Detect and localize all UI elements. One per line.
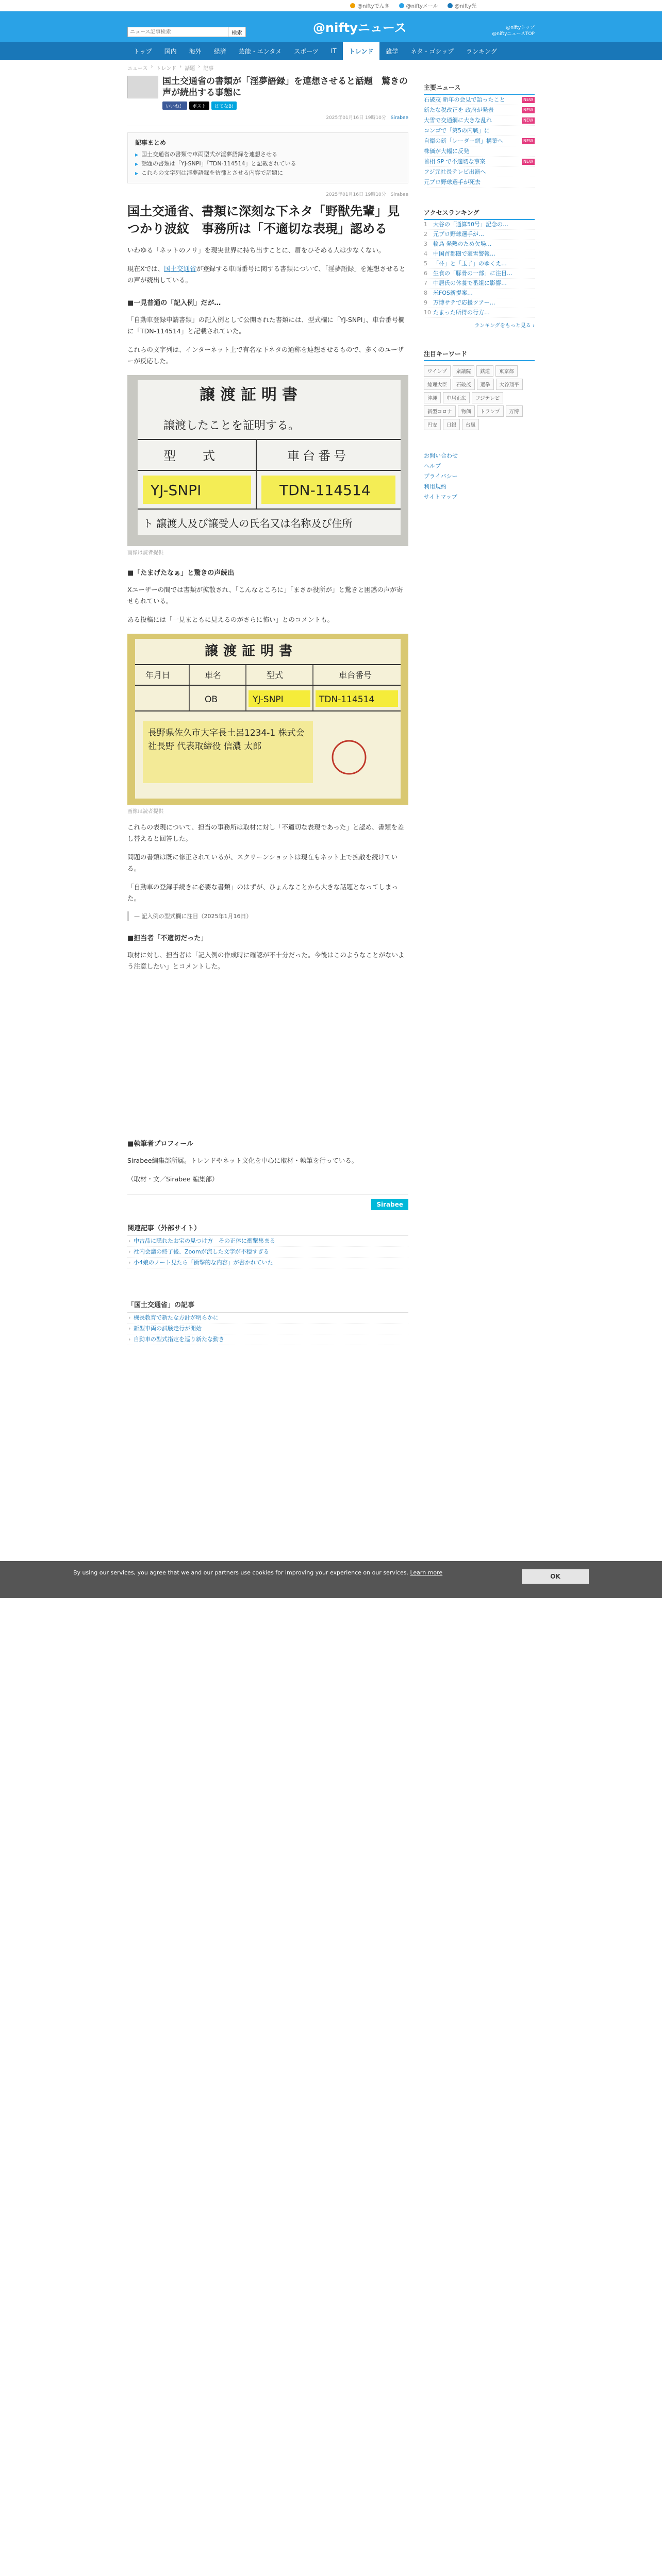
keyword-tag[interactable]: トランプ: [477, 405, 504, 417]
side-news-item[interactable]: [424, 146, 535, 157]
rank-number: 2: [424, 231, 427, 238]
ranking-item[interactable]: [424, 289, 535, 298]
breadcrumb-item[interactable]: トレンド: [156, 66, 177, 72]
ranking-item[interactable]: [424, 279, 535, 289]
embedded-post[interactable]: [127, 911, 408, 921]
headline: 国土交通省の書類が「淫夢語録」を連想させると話題 驚きの声が続出する事態に: [162, 76, 408, 98]
spacer-under-cookie: [127, 972, 408, 1127]
new-badge: NEW: [522, 138, 535, 144]
sidebar: [424, 76, 535, 1345]
svg-text:YJ-SNPI: YJ-SNPI: [151, 482, 202, 499]
article-main: [127, 76, 408, 1345]
svg-text:譲渡証明書: 譲渡証明書: [200, 386, 303, 404]
keyword-tag[interactable]: 鉄道: [476, 365, 493, 377]
keyword-tag[interactable]: 物価: [458, 405, 475, 417]
rank-number: 9: [424, 299, 427, 306]
cookie-ok-button[interactable]: OK: [522, 1569, 589, 1584]
article-meta: [162, 114, 408, 121]
article-header: [127, 76, 408, 126]
side-news-link[interactable]: 大雪で交通網に大きな乱れ: [424, 117, 492, 124]
article-thumbnail: [127, 76, 158, 98]
breadcrumb-item[interactable]: ニュース: [127, 66, 148, 72]
keyword-tag[interactable]: ワインプ: [424, 365, 451, 377]
ranking-item[interactable]: [424, 259, 535, 269]
side-news-item[interactable]: [424, 177, 535, 188]
ranking-item[interactable]: [424, 298, 535, 308]
mail-icon: [399, 3, 404, 8]
keyword-title: 注目キーワード: [424, 349, 535, 361]
keyword-tag[interactable]: 沖縄: [424, 392, 441, 403]
summary-title: 記事まとめ: [135, 139, 167, 146]
document-photo-2-drawing: 譲渡証明書 年月日 車名 型式 車台番号 YJ-SNPI TDN-114514 OB 長野県佐久市大字長土呂1234-1 株式会社長野 代表取締役 信濃 太郎: [127, 634, 408, 805]
share-buttons: [162, 101, 408, 110]
related-external-title: 関連記事（外部サイト）: [127, 1223, 408, 1236]
nav-item[interactable]: ランキング: [466, 47, 497, 55]
nifty-news-top-link[interactable]: @niftyニュースTOP: [492, 31, 535, 37]
cookie-text: By using our services, you agree that we and our partners use cookies for improving your experience on our services.: [73, 1569, 408, 1576]
rank-number: 5: [424, 260, 427, 267]
author-profile: [127, 1138, 408, 1185]
related-topic-title: 「国土交通省」の記事: [127, 1299, 408, 1313]
svg-text:TDN-114514: TDN-114514: [319, 694, 375, 705]
nav-item[interactable]: ネタ・ゴシップ: [410, 47, 454, 55]
related-link[interactable]: › 中古品に隠れたお宝の見つけ方 その正体に衝撃集まる: [127, 1236, 408, 1247]
keyword-tag[interactable]: 選挙: [477, 379, 494, 390]
side-news-item[interactable]: [424, 167, 535, 177]
ranking-item[interactable]: [424, 230, 535, 240]
svg-text:年月日: 年月日: [145, 670, 171, 680]
nav-item[interactable]: IT: [330, 47, 337, 55]
rank-number: 10: [424, 309, 431, 316]
side-news-title: 主要ニュース: [424, 83, 535, 95]
source-link[interactable]: Sirabee: [390, 115, 408, 121]
paragraph: ある投稿には「一見まともに見えるのがさらに怖い」とのコメントも。: [127, 616, 334, 623]
svg-text:ト 譲渡人及び譲受人の氏名又は名称及び住所: ト 譲渡人及び譲受人の氏名又は名称及び住所: [143, 517, 353, 530]
hatena-bookmark-button[interactable]: はてなB!: [211, 101, 237, 110]
credit-line: （取材・文／Sirabee 編集部）: [127, 1175, 219, 1183]
nav-item[interactable]: 海外: [189, 47, 202, 55]
keyword-grid: [424, 365, 535, 430]
side-news-link[interactable]: フジ元社長テレビ出演へ: [424, 168, 486, 175]
keyword-tag[interactable]: フジテレビ: [472, 392, 503, 403]
keyword-tag[interactable]: 衆議院: [453, 365, 475, 377]
photo-caption: 画像は読者提供: [127, 550, 163, 556]
related-topic: [127, 1299, 408, 1345]
ranking-item[interactable]: [424, 220, 535, 230]
site-header: [0, 11, 662, 42]
source-bar: [127, 1194, 408, 1210]
keyword-tag[interactable]: 東京都: [495, 365, 518, 377]
keyword-tag[interactable]: 中居正広: [443, 392, 470, 403]
ranking-list: [424, 220, 535, 318]
subheading: ■一見普通の「記入例」だが…: [127, 299, 221, 307]
side-news-link[interactable]: 新たな税改正を 政府が発表: [424, 107, 494, 113]
paragraph: これらの文字列は、インターネット上で有名な下ネタの通称を連想させるもので、多くのユーザーが反応した。: [127, 346, 404, 365]
rank-number: 7: [424, 280, 427, 286]
svg-text:型 式: 型 式: [163, 449, 222, 463]
rank-number: 6: [424, 270, 427, 277]
nifty-top-link[interactable]: @niftyトップ: [506, 25, 535, 30]
sirabee-logo[interactable]: Sirabee: [371, 1199, 408, 1210]
side-news-list: [424, 95, 535, 188]
ranking-link[interactable]: 輪島 発熱のため欠場…: [433, 241, 492, 247]
ranking-item[interactable]: [424, 269, 535, 279]
svg-text:譲渡証明書: 譲渡証明書: [205, 643, 298, 659]
side-news-link[interactable]: 元プロ野球選手が死去: [424, 179, 481, 185]
svg-text:TDN-114514: TDN-114514: [279, 482, 371, 499]
summary-item: ▶ 国土交通省の書類で車両型式が淫夢語録を連想させる: [135, 150, 401, 159]
side-news-link[interactable]: 株価が大幅に反発: [424, 148, 469, 155]
related-link[interactable]: › 社内会議の終了後、Zoomが流した文字が不穏すぎる: [127, 1247, 408, 1258]
svg-text:譲渡したことを証明する。: 譲渡したことを証明する。: [163, 419, 300, 432]
ranking-more-link[interactable]: ランキングをもっと見る ›: [474, 323, 535, 329]
side-news-item[interactable]: [424, 105, 535, 115]
site-logo[interactable]: @niftyニュース: [313, 21, 407, 35]
new-badge: NEW: [522, 159, 535, 165]
news-search: [127, 27, 246, 37]
ranking-link[interactable]: たまった所得の行方…: [433, 309, 490, 316]
keyword-tag[interactable]: 大谷翔平: [496, 379, 523, 390]
nav-item[interactable]: 経済: [213, 47, 226, 55]
rank-number: 3: [424, 241, 427, 247]
article-title: 国土交通省、書類に深刻な下ネタ「野獣先輩」見つかり波紋 事務所は「不適切な表現」認める: [127, 204, 400, 236]
side-news-link[interactable]: 石破茂 新年の会見で語ったこと: [424, 96, 505, 103]
side-news-item[interactable]: [424, 136, 535, 146]
x-post-button[interactable]: ポスト: [189, 101, 209, 110]
nav-item[interactable]: トレンド: [343, 42, 380, 60]
ranking-item[interactable]: [424, 249, 535, 259]
utility-item-denki[interactable]: @niftyでんき: [350, 2, 389, 9]
summary-item: ▶ 話題の書類は「YJ-SNPI」「TDN-114514」と記載されている: [135, 159, 401, 168]
nav-item[interactable]: 国内: [164, 47, 177, 55]
breadcrumb-item: 記事: [203, 66, 214, 72]
ranking-item[interactable]: [424, 240, 535, 249]
publish-date: 2025年01月16日 19時10分: [326, 115, 386, 121]
paragraph: 取材に対し、担当者は「記入例の作成時に確認が不十分だった。今後はこのようなことがないよう注意したい」とコメントした。: [127, 951, 405, 970]
search-button[interactable]: 検索: [228, 27, 246, 37]
related-link[interactable]: › 新型車両の試験走行が開始: [127, 1324, 408, 1334]
document-photo-1-drawing: [127, 375, 408, 546]
article-summary: [127, 132, 408, 183]
ranking-link[interactable]: 万博サテで応援ツアー…: [433, 299, 495, 306]
side-news-link[interactable]: 自衛の新「レーダー網」構築へ: [424, 138, 503, 144]
related-link[interactable]: › 機長教育で新たな方針が明らかに: [127, 1313, 408, 1324]
side-news-link[interactable]: 首相 SP で不適切な事案: [424, 158, 486, 165]
side-news-item[interactable]: [424, 95, 535, 105]
help-link[interactable]: ヘルプ: [424, 463, 441, 469]
ranking-link[interactable]: 米FOS新提案…: [433, 290, 473, 296]
utility-item-mail[interactable]: @niftyメール: [399, 2, 438, 9]
paragraph: 問題の書類は既に修正されているが、スクリーンショットは現在もネット上で拡散を続けている。: [127, 853, 398, 872]
paragraph: Xユーザーの間では書類が拡散され、「こんなところに」「まさか役所が」と驚きと困惑の声が寄せられている。: [127, 586, 403, 605]
document-photo-2: [127, 634, 408, 805]
cookie-learn-more-link[interactable]: Learn more: [410, 1569, 443, 1576]
keyword-tag[interactable]: 石破茂: [453, 379, 475, 390]
new-badge: NEW: [522, 107, 535, 113]
side-news-item[interactable]: [424, 115, 535, 126]
denki-icon: [350, 3, 355, 8]
rank-number: 8: [424, 290, 427, 296]
ranking-link[interactable]: 生食の「豚骨の一部」に注目…: [433, 270, 512, 277]
keyword-tag[interactable]: 新型コロナ: [424, 405, 456, 417]
help-link[interactable]: プライバシー: [424, 473, 458, 480]
side-news-link[interactable]: コンゴで「第5の内戦」に: [424, 127, 490, 134]
nav-item[interactable]: トップ: [134, 47, 152, 55]
paragraph: 「自動車登録申請書類」の記入例として公開された書類には、型式欄に「YJ-SNPI」、車台番号欄に「TDN-114514」と記載されていた。: [127, 316, 405, 335]
nav-item[interactable]: スポーツ: [294, 47, 319, 55]
header-links: [492, 25, 535, 37]
search-input[interactable]: [127, 27, 228, 37]
facebook-like-button[interactable]: いいね！: [162, 101, 187, 110]
ranking-title: アクセスランキング: [424, 208, 535, 220]
inline-link[interactable]: 国土交通省: [164, 265, 196, 273]
rank-number: 4: [424, 250, 427, 257]
help-link[interactable]: サイトマップ: [424, 494, 457, 500]
svg-text:型式: 型式: [267, 670, 284, 680]
nav-item[interactable]: 雑学: [386, 47, 399, 55]
cookie-banner: [0, 1561, 662, 1598]
nav-item[interactable]: 芸能・エンタメ: [238, 47, 282, 55]
keyword-tag[interactable]: 日銀: [443, 419, 460, 430]
top-utility-bar: [0, 0, 662, 11]
subheading: ■執筆者プロフィール: [127, 1140, 193, 1148]
summary-item: ▶ これらの文字列は淫夢語録を彷彿とさせる内容で話題に: [135, 168, 401, 178]
breadcrumb: ニュース › トレンド › 話題 › 記事: [127, 64, 214, 72]
paragraph: これらの表現について、担当の事務所は取材に対し「不適切な表現であった」と認め、書類を差し替えると回答した。: [127, 823, 404, 842]
utility-item-hikari[interactable]: @nifty光: [448, 2, 476, 9]
hikari-icon: [448, 3, 453, 8]
related-link[interactable]: › 自動車の型式指定を巡り新たな動き: [127, 1334, 408, 1345]
paragraph: Sirabee編集部所属。トレンドやネット文化を中心に取材・執筆を行っている。: [127, 1157, 358, 1164]
category-nav: [0, 42, 662, 60]
keyword-tag[interactable]: 台風: [462, 419, 479, 430]
photo-caption: 画像は読者提供: [127, 809, 163, 815]
side-news-item[interactable]: [424, 126, 535, 136]
related-link[interactable]: › 小4娘のノート見たら「衝撃的な内容」が書かれていた: [127, 1258, 408, 1268]
subheading: ■担当者「不適切だった」: [127, 935, 208, 942]
ranking-link[interactable]: 元プロ野球選手が…: [433, 231, 484, 238]
help-link[interactable]: お問い合わせ: [424, 452, 458, 459]
related-external: [127, 1223, 408, 1268]
keyword-tag[interactable]: 総理大臣: [424, 379, 451, 390]
byline: 2025年01月16日 19時10分 Sirabee: [326, 192, 408, 197]
ranking-link[interactable]: 中居氏の休養で番組に影響…: [433, 280, 507, 286]
rank-number: 1: [424, 221, 427, 228]
subheading: ■「たまげたなぁ」と驚きの声続出: [127, 569, 235, 577]
ranking-link[interactable]: 中国首都圏で豪雪警報…: [433, 250, 495, 257]
ranking-link[interactable]: 大谷の「通算50号」記念の…: [433, 221, 508, 228]
new-badge: NEW: [522, 97, 535, 103]
svg-text:YJ-SNPI: YJ-SNPI: [253, 694, 284, 705]
breadcrumb-item[interactable]: 話題: [185, 66, 195, 72]
paragraph: いわゆる「ネットのノリ」を現実世界に持ち出すことに、眉をひそめる人は少なくない。: [127, 246, 385, 254]
svg-text:OB: OB: [205, 694, 218, 705]
svg-text:車台番号: 車台番号: [287, 449, 349, 463]
paragraph: 現在Xでは、国土交通省が登録する車両番号に関する書類について、「淫夢語録」を連想させるとの声が続出している。: [127, 265, 406, 284]
help-link[interactable]: 利用規約: [424, 483, 446, 490]
ranking-link[interactable]: 「杯」と「玉子」のゆくえ…: [433, 260, 507, 267]
keyword-tag[interactable]: 万博: [506, 405, 523, 417]
svg-text:車台番号: 車台番号: [339, 670, 372, 680]
svg-text:車名: 車名: [205, 670, 222, 680]
side-news-item[interactable]: [424, 157, 535, 167]
ranking-item[interactable]: [424, 308, 535, 318]
help-links: [424, 451, 535, 502]
paragraph: 「自動車の登録手続きに必要な書類」のはずが、ひょんなことから大きな話題となってしまった。: [127, 883, 399, 902]
document-photo-1: [127, 375, 408, 546]
embedded-post-text: — 記入例の型式欄に注目（2025年1月16日）: [134, 913, 252, 920]
keyword-tag[interactable]: 円安: [424, 419, 441, 430]
new-badge: NEW: [522, 117, 535, 124]
